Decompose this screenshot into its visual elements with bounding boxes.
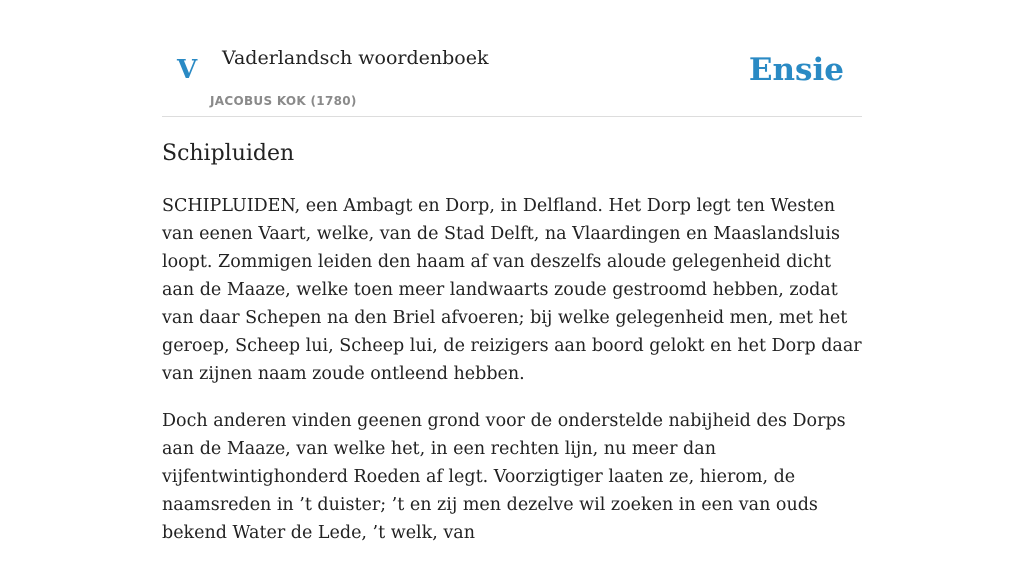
book-letter-badge[interactable]: V <box>177 55 198 85</box>
book-title-link[interactable]: Vaderlandsch woordenboek <box>222 47 489 69</box>
entry-paragraph: SCHIPLUIDEN, een Ambagt en Dorp, in Delfland. Het Dorp legt ten Westen van eenen Vaart, welke, van de Stad Delft, na Vlaardingen en Maaslandsluis loopt. Zommigen leiden den haam af van deszelfs aloude gelegenheid dicht aan de Maaze, welke toen meer landwaarts zoude gestroomd hebben, zodat van daar Schepen na den Briel afvoeren; bij welke gelegenheid men, met het geroep, Scheep lui, Scheep lui, de reizigers aan boord gelokt en het Dorp daar van zijnen naam zoude ontleend hebben. <box>162 196 862 384</box>
ensie-logo-link[interactable]: Ensie <box>748 52 844 88</box>
entry-body <box>162 192 862 566</box>
book-header <box>162 0 862 117</box>
book-author: JACOBUS KOK (1780) <box>210 94 357 108</box>
entry-paragraph: Doch anderen vinden geenen grond voor de onderstelde nabijheid des Dorps aan de Maaze, van welke het, in een rechten lijn, nu meer dan vijfentwintighonderd Roeden af legt. Voorzigtiger laaten ze, hierom, de naamsreden in ’t duister; ’t en zij men dezelve wil zoeken in een van ouds bekend Water de Lede, ’t welk, van <box>162 411 846 543</box>
entry-title: Schipluiden <box>162 141 295 166</box>
